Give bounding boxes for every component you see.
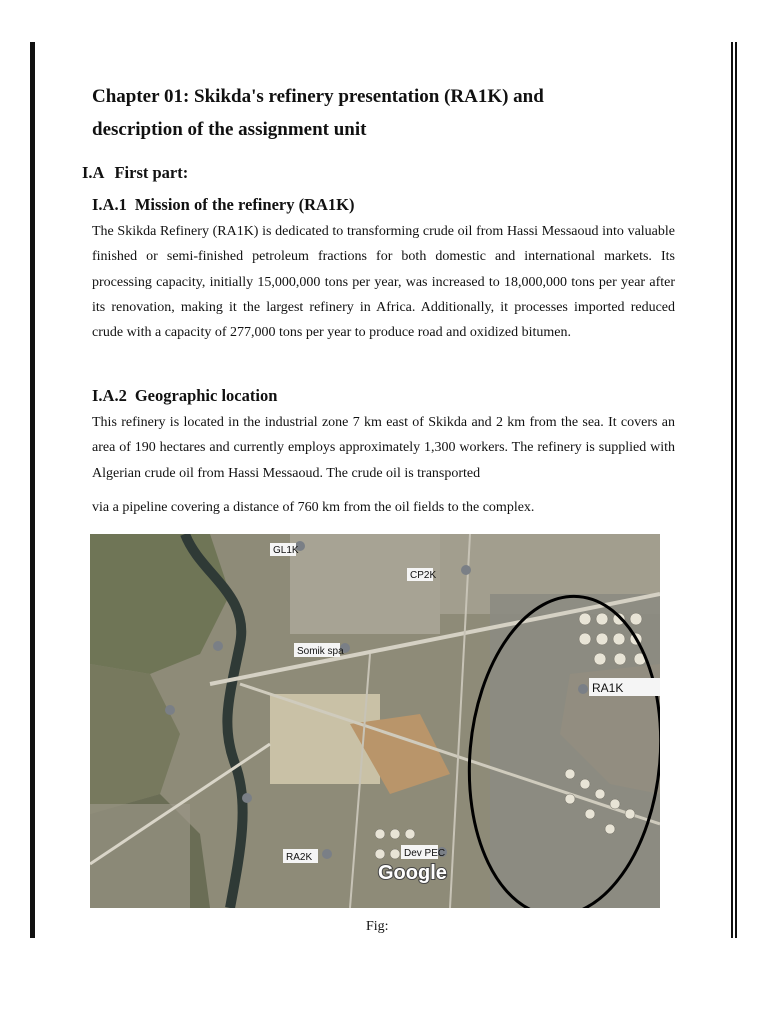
map-svg [90,534,660,908]
location-paragraph: This refinery is located in the industrial zone 7 km east of Skikda and 2 km from the sea. It covers an area of 190 hectares and currently employs approximately 1,300 workers. The refinery is supplied with Algerian crude oil from Hassi Messaoud. The crude oil is transported [92,415,675,481]
map-label-somik: Somik spa [297,646,344,657]
subsection-number: I.A.1 [92,195,127,214]
chapter-title [92,80,692,146]
subsection-number: I.A.2 [92,386,127,405]
location-paragraph-last-line: via a pipeline covering a distance of 760 km from the oil fields to the complex. [92,500,535,515]
map-label-devpec: Dev PEC [404,848,446,859]
subsection-title: Mission of the refinery (RA1K) [134,195,355,214]
mission-paragraph: The Skikda Refinery (RA1K) is dedicated to transforming crude oil from Hassi Messaoud into valuable finished or semi-finished petroleum fractions for both domestic and international markets. Its processing capacity, initially 15,000,000 tons per year, was increased to 18,000,000 tons per year after its renovation, making it the largest refinery in Africa. Additionally, it processes imported reduced crude with a capacity of 277,000 tons per year to produce road and oxidized bitumen. [92,224,675,341]
figure-caption: Fig: [366,919,389,934]
page-border-right [731,42,733,938]
chapter-title-line1: Chapter 01: Skikda's refinery presentation (RA1K) and [92,86,544,107]
subsection-heading-location [92,386,277,406]
section-heading [82,163,188,183]
section-number: I.A [82,163,105,182]
map-label-ra2k: RA2K [286,852,313,863]
page-border-right-inner [735,42,737,938]
satellite-map-image [90,534,660,908]
subsection-title: Geographic location [134,386,278,405]
map-label-cp2k: CP2K [410,570,437,581]
section-title: First part: [114,163,189,182]
subsection-heading-mission [92,195,355,215]
page-border-left [30,42,35,938]
chapter-title-line2: description of the assignment unit [92,119,367,140]
map-label-gl1k: GL1K [273,545,299,556]
map-google-logo: Google [378,862,447,884]
map-label-ra1k: RA1K [592,681,624,695]
